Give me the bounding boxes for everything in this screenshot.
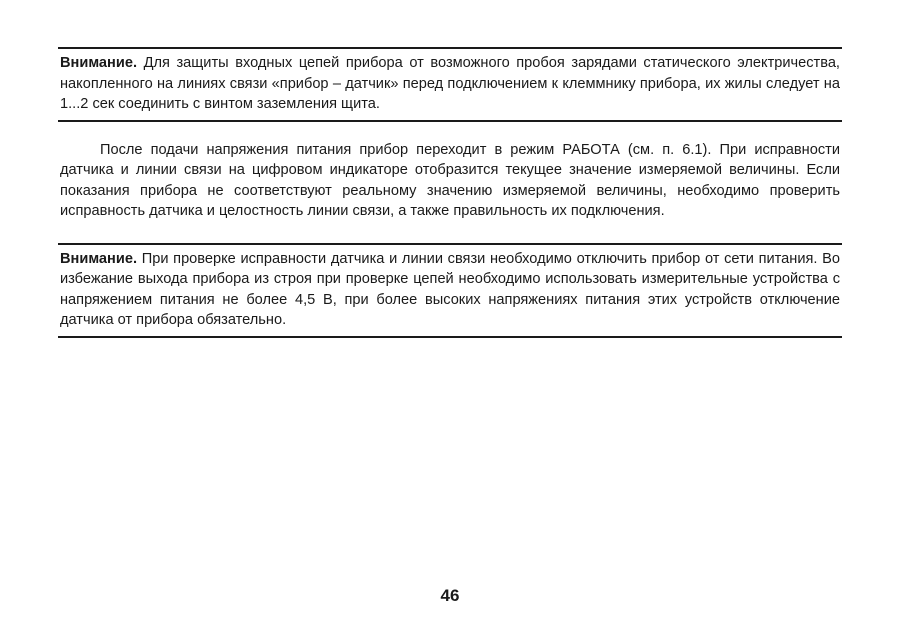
power-on-paragraph: После подачи напряжения питания прибор переходит в режим РАБОТА (см. п. 6.1). При исправности датчика и линии связи на цифровом индикаторе отобразится текущее значение измеряемой величины. Если показания прибора не соответствуют реальному значению измеряемой величины, необходимо проверить исправность датчика и целостность линии связи, а также правильность их подключения. xyxy=(60,141,840,219)
warning-text: При проверке исправности датчика и линии связи необходимо отключить прибор от сети питания. Во избежание выхода прибора из строя при проверке цепей необходимо использовать измерительные устройства с напряжением питания не более 4,5 В, при более высоких напряжениях питания этих устройств отключение датчика от прибора обязательно. xyxy=(60,250,840,328)
warning-text: Для защиты входных цепей прибора от возможного пробоя зарядами статического электричества, накопленного на линиях связи «прибор – датчик» перед подключением к клеммнику прибора, их жилы следует на 1...2 сек соединить с винтом заземления щита. xyxy=(60,55,840,112)
warning-label: Внимание. xyxy=(60,250,138,267)
warning-notice-sensor-check xyxy=(58,243,842,338)
document-page xyxy=(58,0,842,338)
page-number: 46 xyxy=(440,586,460,605)
warning-notice-static-discharge xyxy=(58,47,842,122)
warning-label: Внимание. xyxy=(60,55,138,71)
warning-paragraph xyxy=(60,249,840,331)
warning-paragraph xyxy=(60,53,840,115)
